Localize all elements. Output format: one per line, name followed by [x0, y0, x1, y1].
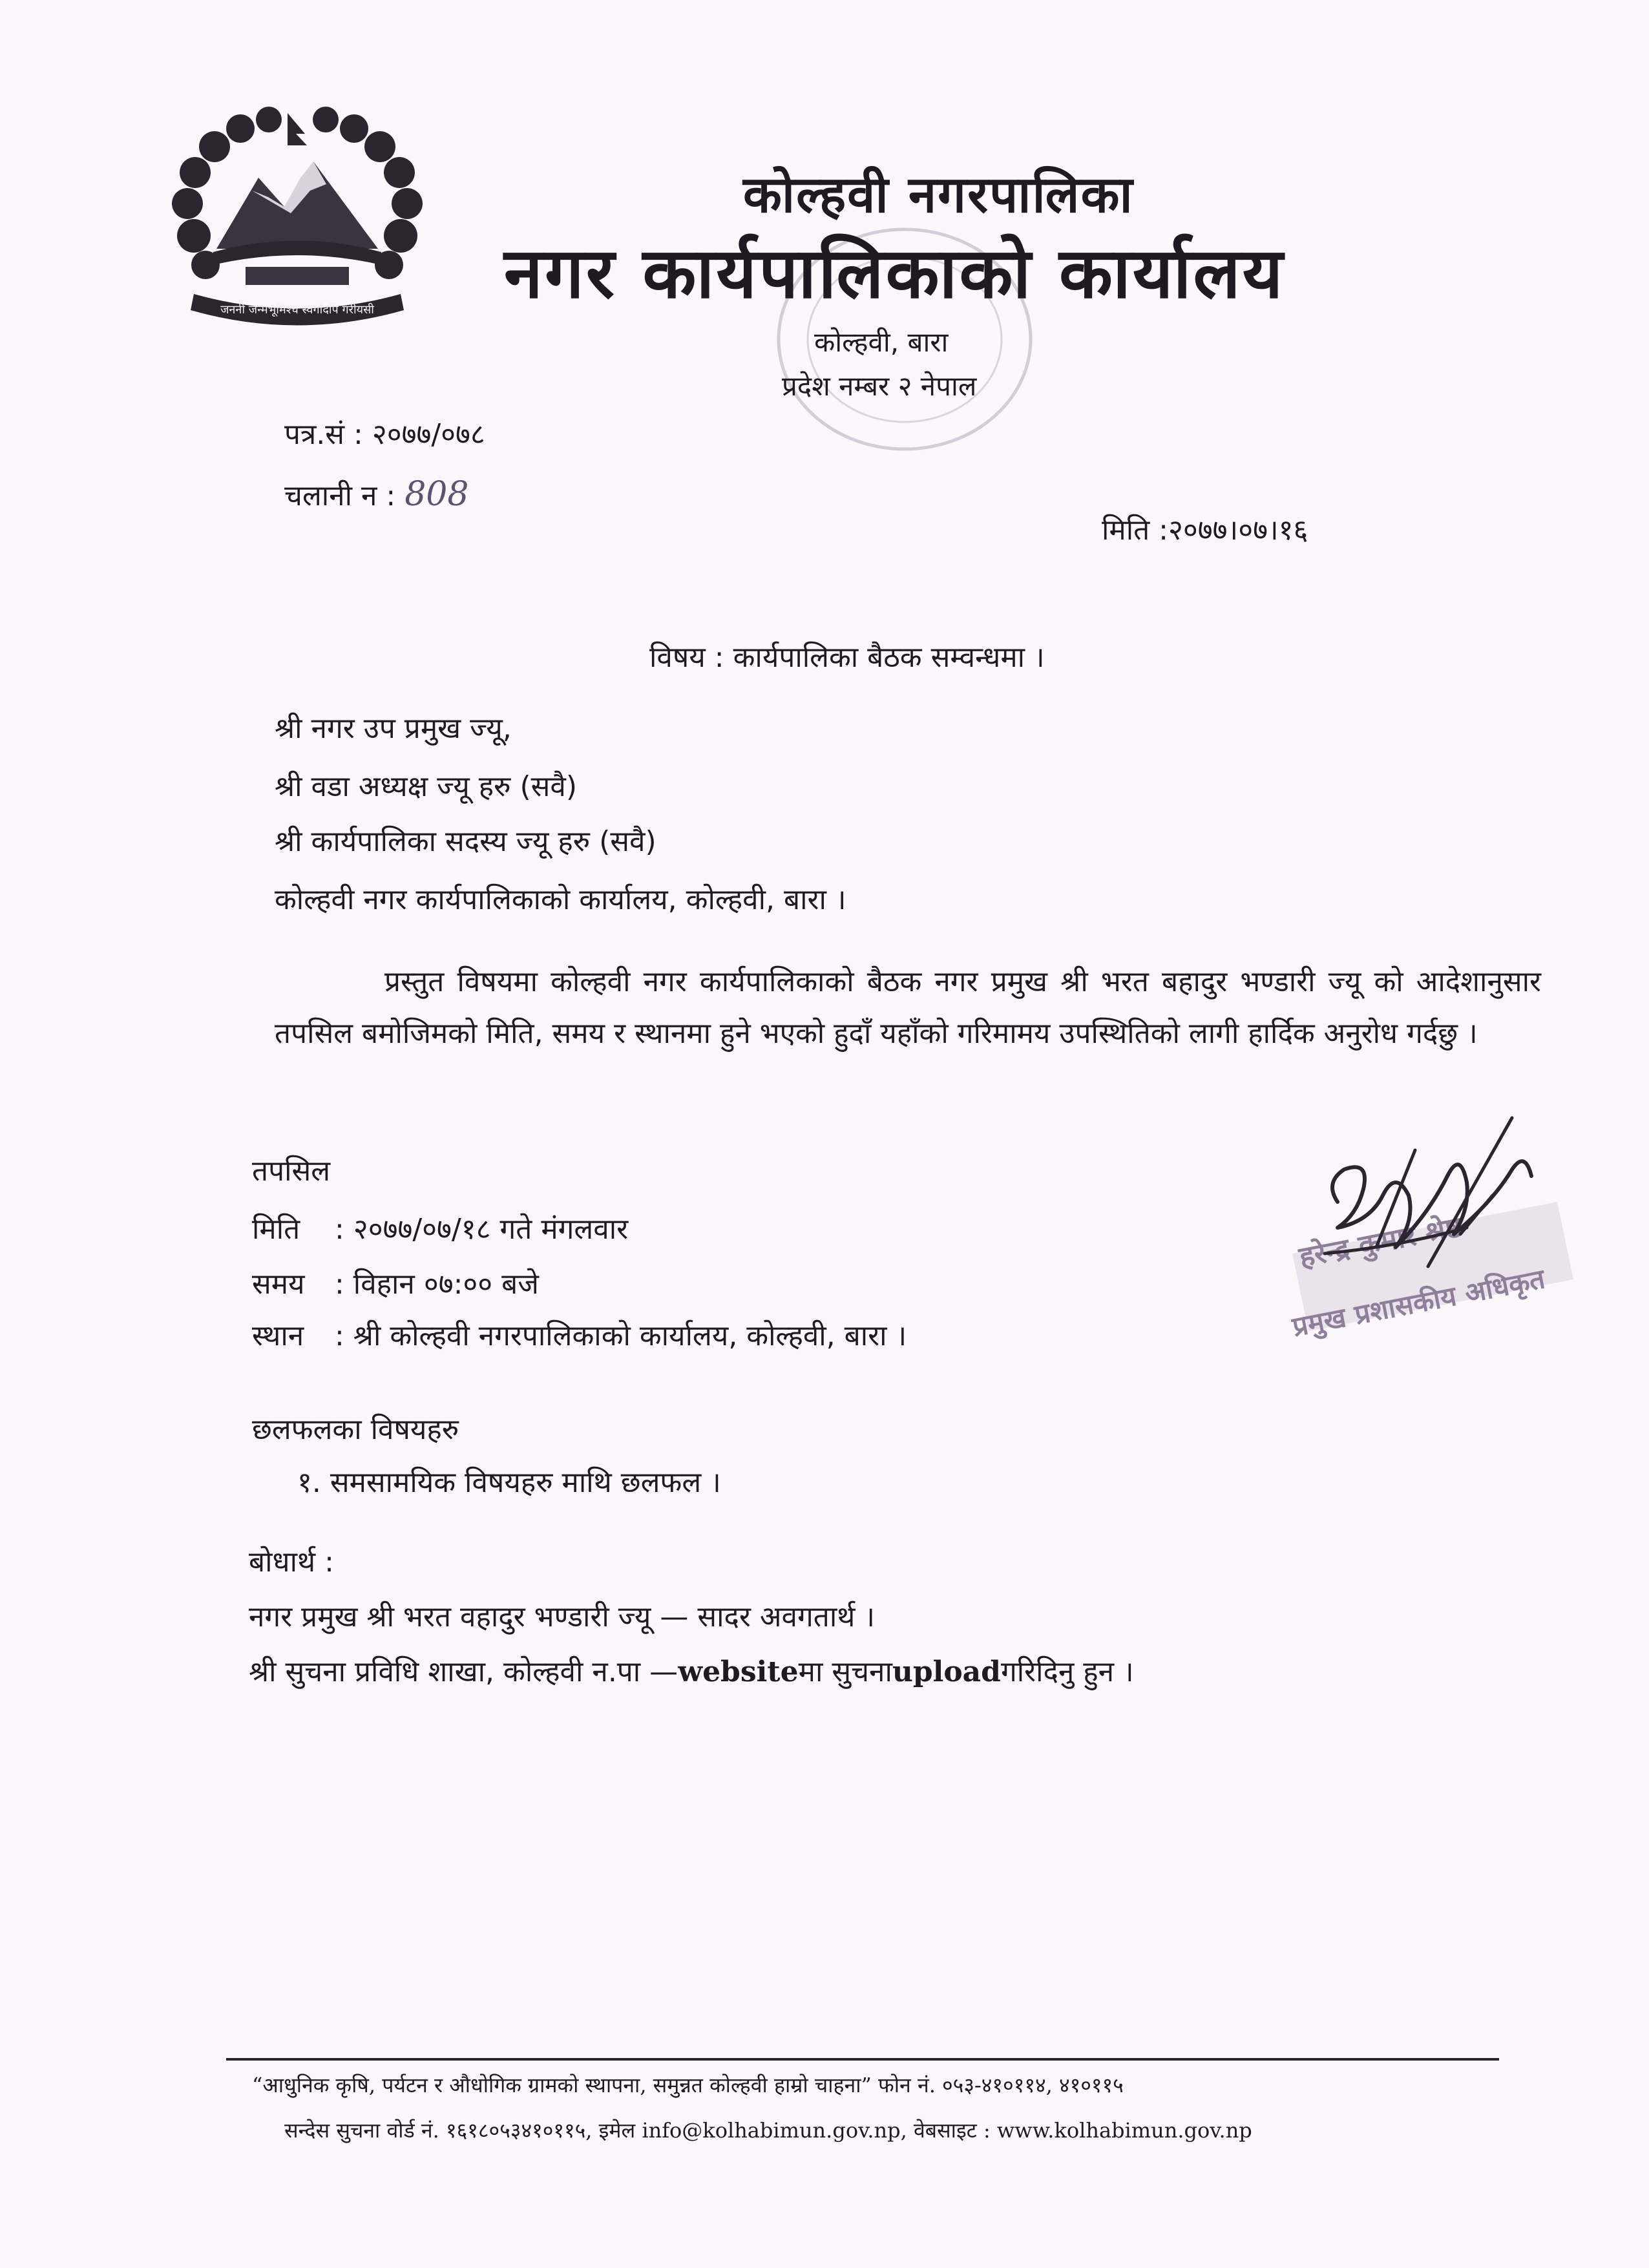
- dispatch-number-label: चलानी न :: [284, 479, 396, 512]
- letter-date-row: [1102, 509, 1308, 548]
- footer-contact: सन्देस सुचना वोर्ड नं. १६१८०५३४१०११५, इमेल info@kolhabimun.gov.np, वेबसाइट : www.kolhabimun.gov.np: [284, 2118, 1252, 2143]
- subject-line: [649, 636, 1045, 675]
- stamp-officer-title: प्रमुख प्रशासकीय अधिकृत: [1289, 1263, 1548, 1343]
- body-paragraph: [275, 956, 1541, 1060]
- footer-divider: [226, 2058, 1499, 2061]
- schedule-heading: तपसिल: [252, 1155, 331, 1188]
- schedule-venue-row: [252, 1315, 907, 1354]
- dispatch-number-row: [284, 475, 468, 514]
- recipient-line: कोल्हवी नगर कार्यपालिकाको कार्यालय, कोल्हवी, बारा ।: [275, 883, 846, 916]
- date-value: २०७७।०७।१६: [1168, 514, 1308, 547]
- cc-line2-website: website: [678, 1655, 799, 1688]
- cc-line2-prefix: श्री सुचना प्रविधि शाखा, कोल्हवी न.पा —: [249, 1655, 678, 1688]
- cc-line: नगर प्रमुख श्री भरत वहादुर भण्डारी ज्यू — सादर अवगतार्थ ।: [249, 1601, 875, 1633]
- emblem-motto-text: जननी जन्मभूमिश्च स्वर्गादपि गरीयसी: [220, 303, 374, 317]
- schedule-venue-label: स्थान: [252, 1319, 304, 1352]
- body-text: प्रस्तुत विषयमा कोल्हवी नगर कार्यपालिकाको बैठक नगर प्रमुख श्री भरत बहादुर भण्डारी ज्यू को आदेशानुसार तपसिल बमोजिमको मिति, समय र स्थानमा हुने भएको हुदाँ यहाँको गरिमामय उपस्थितिको लागी हार्दिक अनुरोध गर्दछु ।: [275, 965, 1541, 1050]
- cc-line2-mid: मा सुचना: [798, 1655, 892, 1688]
- recipient-line: श्री नगर उप प्रमुख ज्यू,: [275, 712, 512, 745]
- cc-line2-suffix: गरिदिनु हुन ।: [1000, 1655, 1134, 1688]
- schedule-time-row: [252, 1263, 539, 1302]
- schedule-time-label: समय: [252, 1268, 305, 1301]
- recipient-line: श्री वडा अध्यक्ष ज्यू हरु (सवै): [275, 770, 578, 803]
- schedule-time-value: : विहान ०७:०० बजे: [335, 1268, 539, 1301]
- municipality-name: कोल्हवी नगरपालिका: [743, 166, 1134, 224]
- subject-label: विषय :: [649, 641, 724, 674]
- stamp-officer-name: हरेन्द्र कुमार श्रेष्ठ: [1296, 1210, 1465, 1274]
- schedule-date-value: : २०७७/०७/१८ गते मंगलवार: [335, 1213, 629, 1246]
- letter-number-row: [284, 414, 485, 452]
- nepal-emblem-icon: [155, 100, 439, 346]
- address-district: कोल्हवी, बारा: [814, 326, 949, 358]
- letter-number-value: २०७७/०७८: [372, 418, 485, 451]
- agenda-heading: छलफलका विषयहरु: [252, 1413, 459, 1446]
- schedule-date-row: [252, 1208, 628, 1247]
- schedule-venue-value: : श्री कोल्हवी नगरपालिकाको कार्यालय, कोल्हवी, बारा ।: [335, 1319, 907, 1352]
- dispatch-number-value: 808: [404, 475, 469, 514]
- schedule-date-label: मिति: [252, 1213, 300, 1246]
- office-name-heading: नगर कार्यपालिकाको कार्यालय: [504, 233, 1285, 314]
- agenda-item: १. समसामयिक विषयहरु माथि छलफल ।: [297, 1466, 721, 1499]
- footer-slogan-phone: “आधुनिक कृषि, पर्यटन र औधोगिक ग्रामको स्थापना, समुन्नत कोल्हवी हाम्रो चाहना” फोन नं. ०५३-४१०११४, ४१०११५: [252, 2073, 1124, 2097]
- handwritten-signature-icon: [1299, 1098, 1570, 1370]
- cc-line: [249, 1651, 1134, 1690]
- date-label: मिति :: [1102, 514, 1168, 547]
- recipient-line: श्री कार्यपालिका सदस्य ज्यू हरु (सवै): [275, 825, 656, 858]
- address-province: प्रदेश नम्बर २ नेपाल: [782, 370, 977, 402]
- letter-number-label: पत्र.सं :: [284, 418, 363, 451]
- cc-heading: बोधार्थ :: [249, 1546, 334, 1579]
- subject-text: कार्यपालिका बैठक सम्वन्धमा ।: [733, 641, 1045, 674]
- cc-line2-upload: upload: [892, 1655, 1001, 1688]
